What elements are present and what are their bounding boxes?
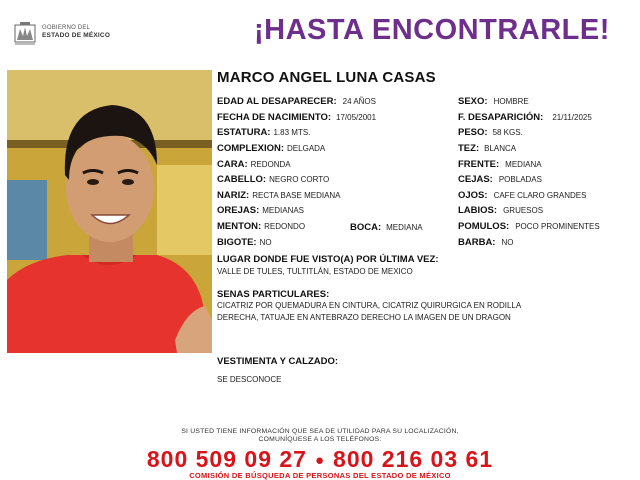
clothing-label: VESTIMENTA Y CALZADO: [217,356,339,367]
field-peso-value: 58 KGS. [492,128,523,137]
field-peso [458,127,523,138]
field-ojos-label: OJOS: [458,190,488,201]
field-nariz-value: RECTA BASE MEDIANA [252,191,341,200]
field-estatura [217,127,310,138]
field-fecha-nacimiento [217,112,376,123]
field-cabello-label: CABELLO: [217,174,267,185]
person-name: MARCO ANGEL LUNA CASAS [217,69,436,86]
field-cejas [458,174,542,185]
field-labios [458,205,543,216]
field-cejas-value: POBLADAS [498,175,542,184]
field-frente [458,159,542,170]
field-sexo-label: SEXO: [458,96,488,107]
field-barba [458,237,513,248]
field-tez [458,143,516,154]
phone-numbers [0,446,640,473]
field-orejas [217,205,304,216]
field-menton-label: MENTON: [217,221,262,232]
field-sexo [458,96,529,107]
field-bigote-value: NO [259,238,272,247]
field-labios-value: GRUESOS [503,206,544,215]
field-complexion-label: COMPLEXION: [217,143,285,154]
commission-name: COMISIÓN DE BÚSQUEDA DE PERSONAS DEL ESTADO DE MÉXICO [189,471,451,480]
field-orejas-value: MEDIANAS [262,206,305,215]
field-cabello-value: NEGRO CORTO [269,175,330,184]
field-boca [350,222,423,233]
field-edad-label: EDAD AL DESAPARECER: [217,96,337,107]
field-fecha-nacimiento-label: FECHA DE NACIMIENTO: [217,112,331,123]
field-cara-value: REDONDA [250,160,291,169]
field-complexion-value: DELGADA [287,144,326,153]
field-tez-label: TEZ: [458,143,480,154]
field-nariz-label: NARIZ: [217,190,250,201]
field-bigote-label: BIGOTE: [217,237,257,248]
field-sexo-value: HOMBRE [493,97,529,106]
field-boca-label: BOCA: [350,222,382,233]
missing-person-photo [7,70,212,353]
field-barba-value: NO [501,238,514,247]
separator-dot-icon: ● [314,452,326,470]
field-fecha-desaparicion-label: F. DESAPARICIÓN: [458,112,544,123]
banner-title: ¡HASTA ENCONTRARLE! [254,14,610,46]
field-labios-label: LABIOS: [458,205,498,216]
poster-header [0,0,640,62]
field-menton [217,221,305,232]
field-edad [217,96,376,107]
field-nariz [217,190,341,201]
field-pomulos-label: POMULOS: [458,221,510,232]
gov-line-2: ESTADO DE MÉXICO [42,32,111,39]
field-cara-label: CARA: [217,159,248,170]
field-pomulos-value: POCO PROMINENTES [515,222,600,231]
field-fecha-desaparicion-value: 21/11/2025 [552,113,592,122]
field-bigote [217,237,272,248]
field-boca-value: MEDIANA [386,223,423,232]
clothing-value: SE DESCONOCE [217,375,282,384]
field-peso-label: PESO: [458,127,488,138]
field-fecha-desaparicion [458,112,592,123]
gov-line-1: GOBIERNO DEL [42,25,91,31]
state-coat-of-arms-logo [12,20,38,46]
field-menton-value: REDONDO [264,222,306,231]
field-cejas-label: CEJAS: [458,174,493,185]
field-tez-value: BLANCA [484,144,517,153]
phone-number-2[interactable]: 800 216 03 61 [333,446,494,472]
government-name [42,24,110,40]
field-fecha-nacimiento-value: 17/05/2001 [336,113,377,122]
field-edad-value: 24 AÑOS [342,97,376,106]
last-seen-label: LUGAR DONDE FUE VISTO(A) POR ÚLTIMA VEZ: [217,254,439,265]
field-barba-label: BARBA: [458,237,496,248]
field-estatura-value: 1.83 MTS. [273,128,311,137]
contact-instruction-line-2: COMUNÍQUESE A LOS TELÉFONOS: [258,436,382,443]
distinguishing-marks-line-1: CICATRIZ POR QUEMADURA EN CINTURA, CICATRIZ QUIRURGICA EN RODILLA [217,301,522,310]
field-complexion [217,143,325,154]
field-cabello [217,174,329,185]
field-orejas-label: OREJAS: [217,205,260,216]
distinguishing-marks-label: SENAS PARTICULARES: [217,289,330,300]
field-frente-value: MEDIANA [505,160,542,169]
field-estatura-label: ESTATURA: [217,127,271,138]
field-cara [217,159,291,170]
phone-number-1[interactable]: 800 509 09 27 [146,446,307,472]
distinguishing-marks-line-2: DERECHA, TATUAJE EN ANTEBRAZO DERECHO LA IMAGEN DE UN DRAGON [217,313,511,322]
field-ojos-value: CAFE CLARO GRANDES [493,191,587,200]
last-seen-value: VALLE DE TULES, TULTITLÁN, ESTADO DE MEXICO [217,267,413,276]
contact-instruction-line-1: SI USTED TIENE INFORMACIÓN QUE SEA DE UTILIDAD PARA SU LOCALIZACIÓN, [181,428,459,435]
field-frente-label: FRENTE: [458,159,500,170]
field-pomulos [458,221,600,232]
field-ojos [458,190,586,201]
